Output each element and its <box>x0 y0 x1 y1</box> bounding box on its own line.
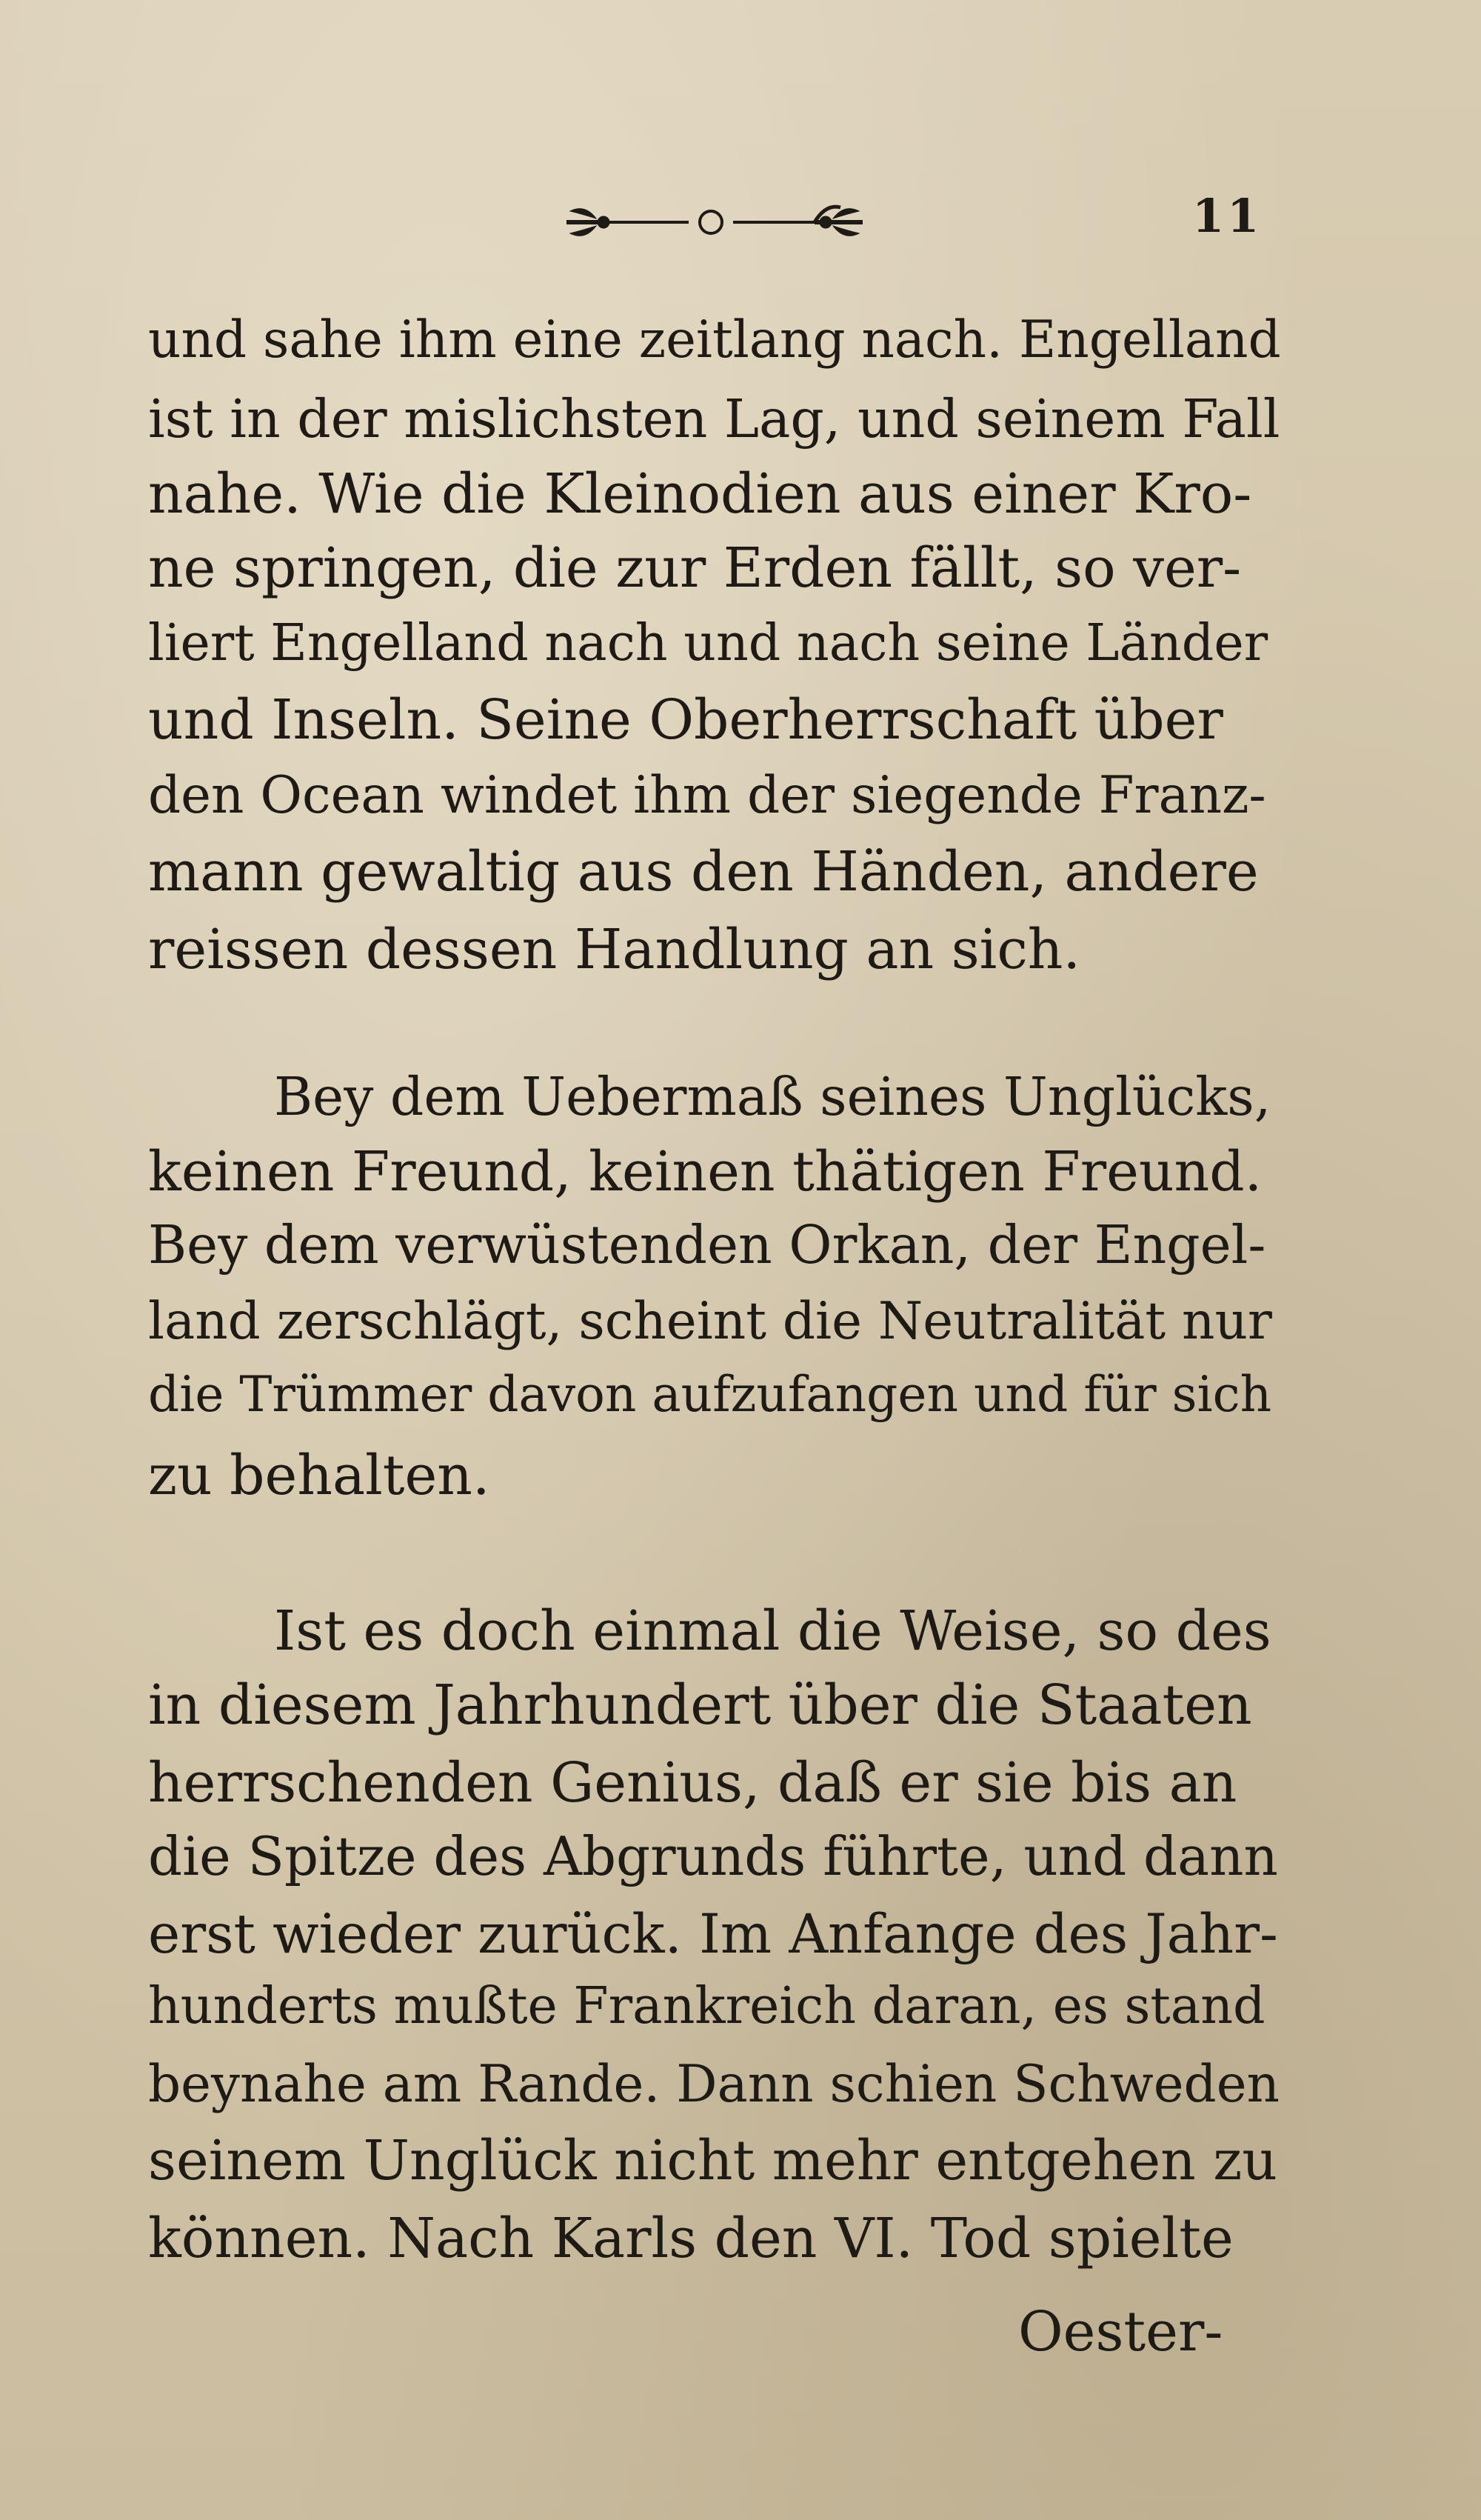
text-line: nahe. Wie die Kleinodien aus einer Kro- <box>148 462 1252 526</box>
text-line: keinen Freund, keinen thätigen Freund. <box>148 1140 1263 1204</box>
text-line: land zerschlägt, scheint die Neutralität nur <box>148 1292 1272 1351</box>
text-line: die Trümmer davon aufzufangen und für sich <box>148 1366 1272 1423</box>
page-number: 11 <box>1192 189 1263 243</box>
text-line: Ist es doch einmal die Weise, so des <box>274 1599 1271 1663</box>
text-line: den Ocean windet ihm der siegende Franz- <box>148 766 1266 825</box>
text-line: können. Nach Karls den VI. Tod spielte <box>148 2207 1234 2270</box>
text-line: erst wieder zurück. Im Anfange des Jahr- <box>148 1903 1278 1966</box>
text-line: in diesem Jahrhundert über die Staaten <box>148 1673 1252 1737</box>
text-line: zu behalten. <box>148 1444 490 1507</box>
text-line: beynahe am Rande. Dann schien Schweden <box>148 2055 1280 2114</box>
text-line: ist in der mislichsten Lag, und seinem Fall <box>148 388 1280 450</box>
text-line: hunderts mußte Frankreich daran, es stand <box>148 1977 1266 2036</box>
text-line: Bey dem verwüstenden Orkan, der Engel- <box>148 1214 1266 1276</box>
text-line: Bey dem Uebermaß seines Unglücks, <box>274 1066 1271 1127</box>
text-line: ne springen, die zur Erden fällt, so ver- <box>148 536 1242 600</box>
text-line: und sahe ihm eine zeitlang nach. Engelland <box>148 310 1281 370</box>
text-line: liert Engelland nach und nach seine Länder <box>148 614 1268 673</box>
text-line: und Inseln. Seine Oberherrschaft über <box>148 688 1223 752</box>
catchword: Oester- <box>1018 2300 1223 2364</box>
text-line: die Spitze des Abgrunds führte, und dann <box>148 1825 1278 1887</box>
text-line: reissen dessen Handlung an sich. <box>148 918 1080 981</box>
text-line: herrschenden Genius, daß er sie bis an <box>148 1751 1237 1815</box>
fleuron-ornament <box>563 189 866 256</box>
text-line: mann gewaltig aus den Händen, andere <box>148 840 1259 904</box>
text-line: seinem Unglück nicht mehr entgehen zu <box>148 2129 1277 2193</box>
